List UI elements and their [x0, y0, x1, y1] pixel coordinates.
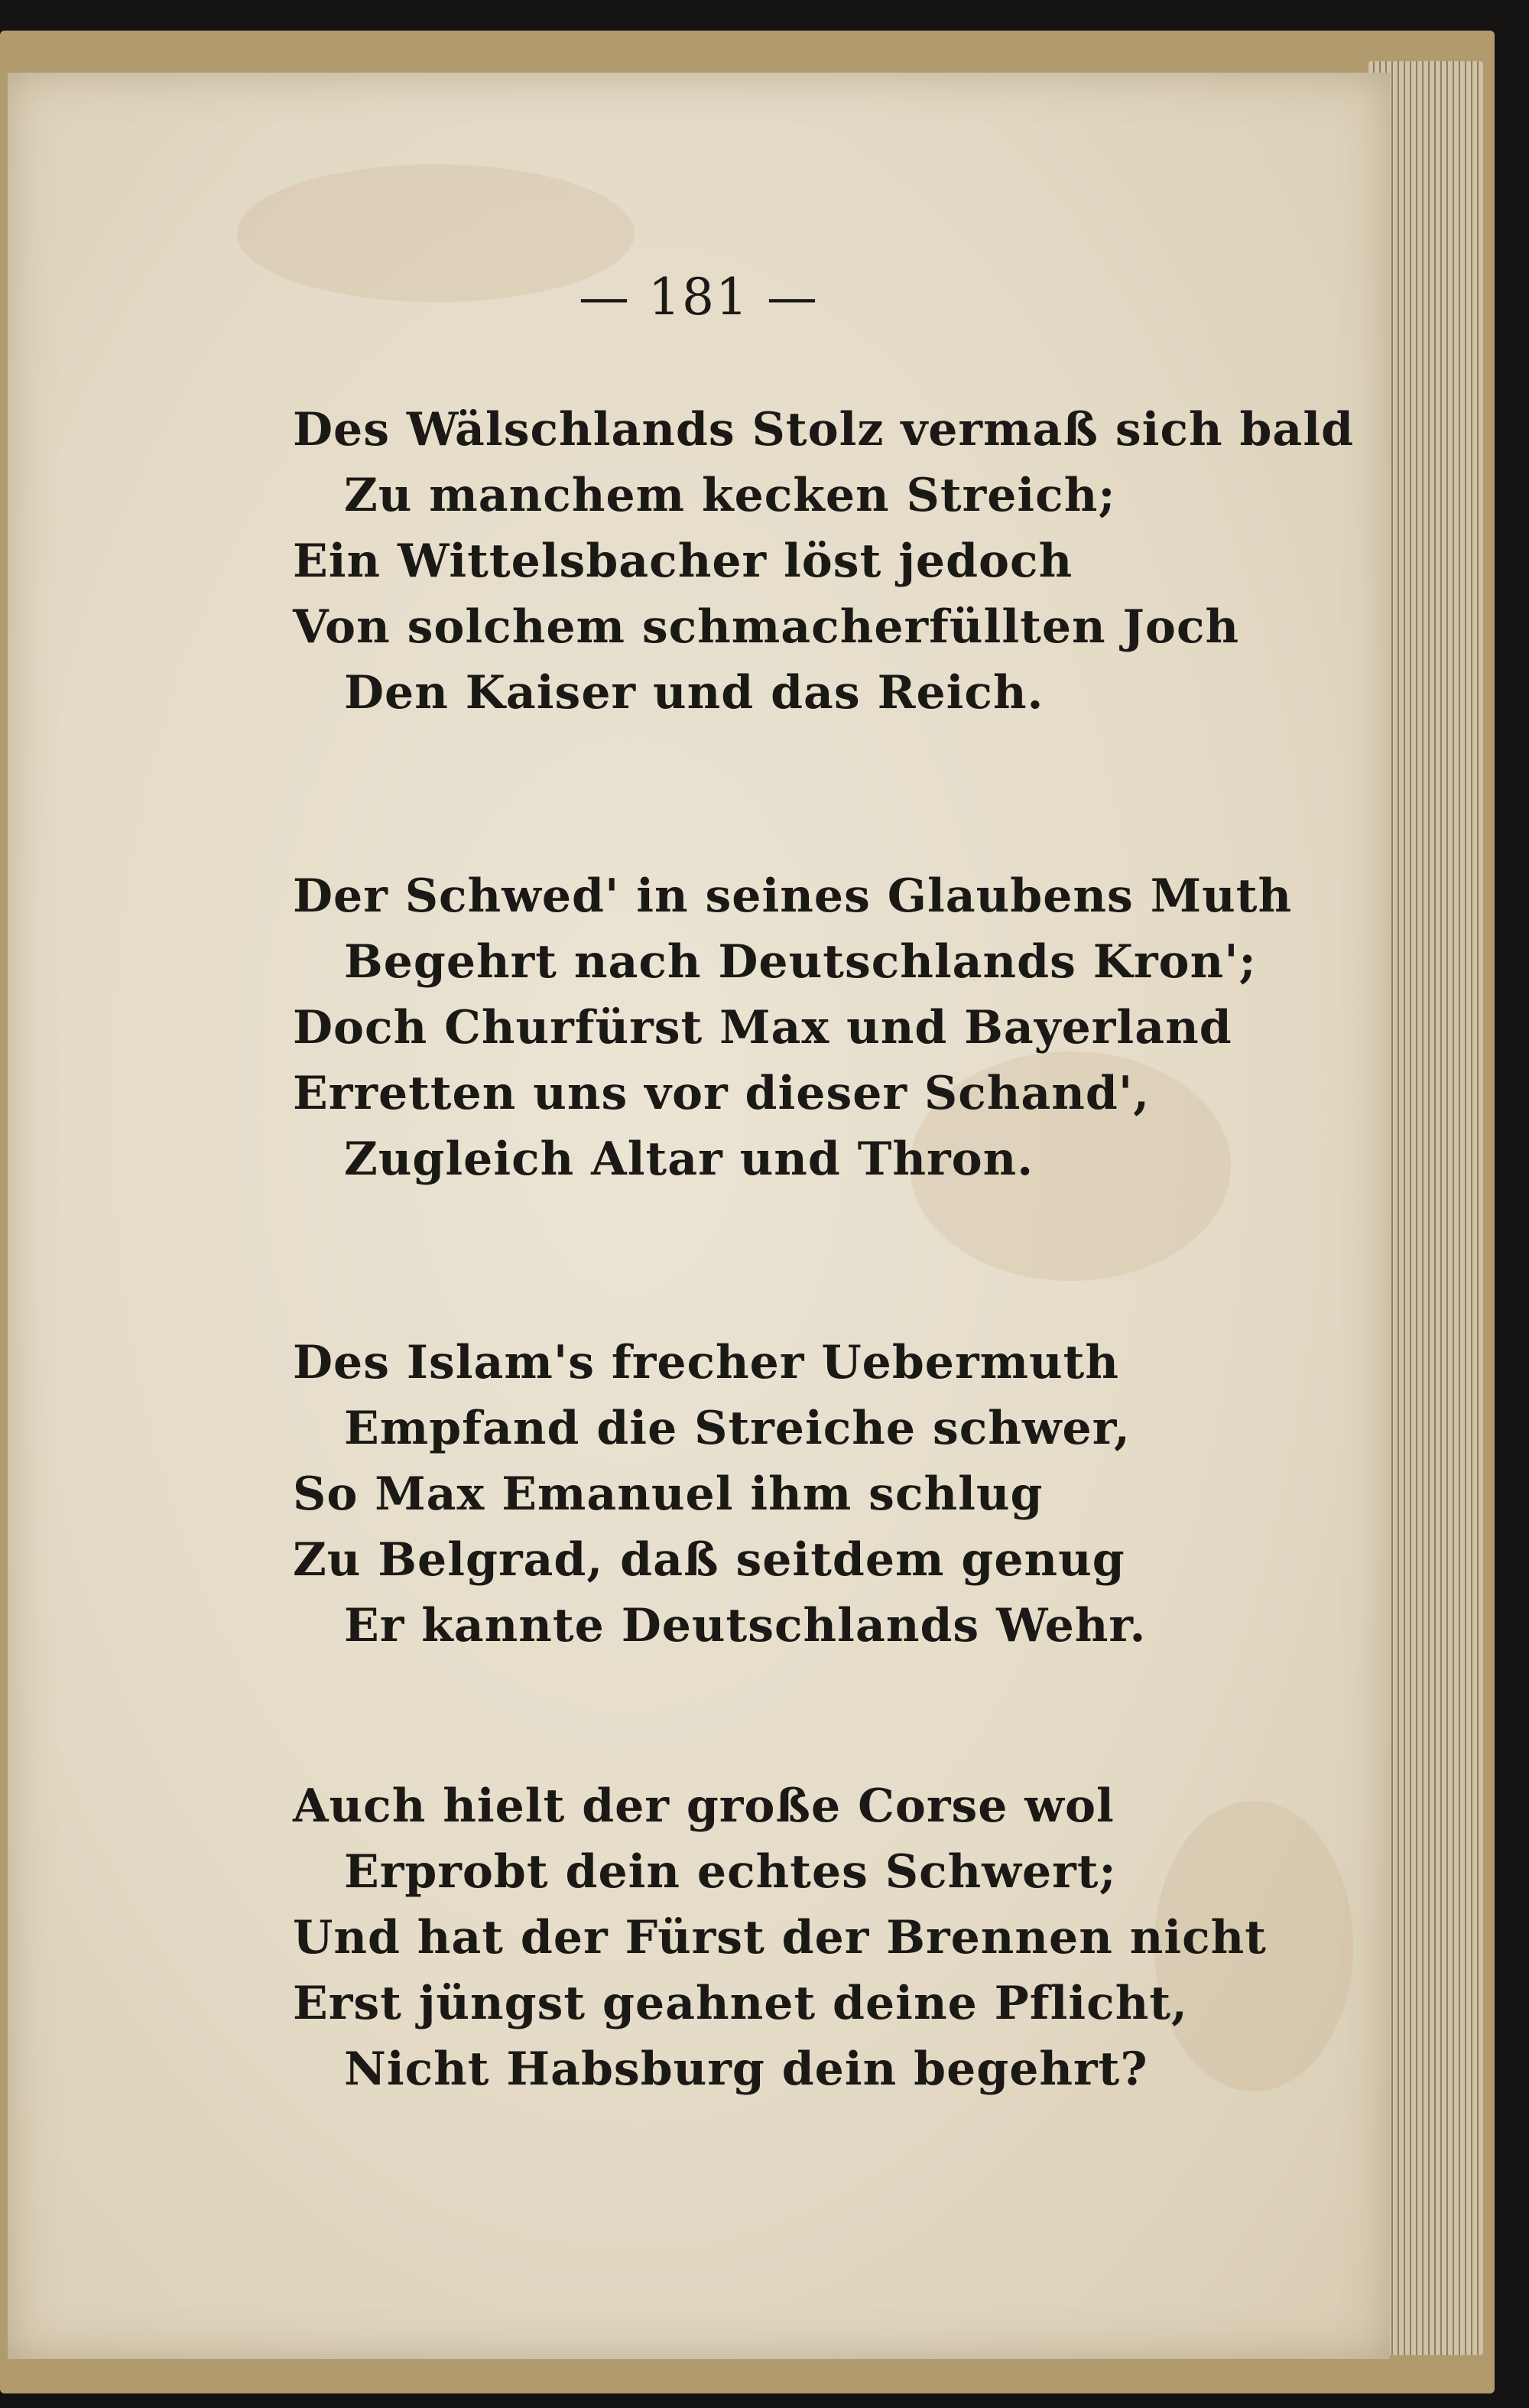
verse-line: Begehrt nach Deutschlands Kron'; — [344, 935, 1257, 989]
verse-line: Erst jüngst geahnet deine Pflicht, — [293, 1977, 1188, 2030]
verse-line: Erretten uns vor dieser Schand', — [293, 1067, 1151, 1120]
verse-line: Zu manchem kecken Streich; — [344, 469, 1116, 522]
verse-line: Doch Churfürst Max und Bayerland — [293, 1001, 1232, 1055]
verse-line: Zu Belgrad, daß seitdem genug — [293, 1533, 1125, 1587]
verse-line: Des Wälschlands Stolz vermaß sich bald — [293, 403, 1355, 457]
verse-line: Von solchem schmacherfüllten Joch — [293, 600, 1240, 654]
verse-line: So Max Emanuel ihm schlug — [293, 1467, 1044, 1521]
page-number: — 181 — — [579, 268, 819, 327]
book-page — [8, 73, 1390, 2359]
verse-line: Und hat der Fürst der Brennen nicht — [293, 1911, 1268, 1964]
verse-line: Des Islam's frecher Uebermuth — [293, 1336, 1120, 1389]
verse-line: Den Kaiser und das Reich. — [344, 666, 1044, 720]
verse-line: Der Schwed' in seines Glaubens Muth — [293, 869, 1293, 923]
verse-line: Er kannte Deutschlands Wehr. — [344, 1599, 1147, 1652]
verse-line: Ein Wittelsbacher löst jedoch — [293, 535, 1073, 588]
verse-line: Erprobt dein echtes Schwert; — [344, 1845, 1117, 1899]
verse-line: Auch hielt der große Corse wol — [293, 1779, 1115, 1833]
verse-line: Zugleich Altar und Thron. — [344, 1133, 1034, 1186]
verse-line: Empfand die Streiche schwer, — [344, 1402, 1131, 1455]
verse-line: Nicht Habsburg dein begehrt? — [344, 2042, 1148, 2096]
